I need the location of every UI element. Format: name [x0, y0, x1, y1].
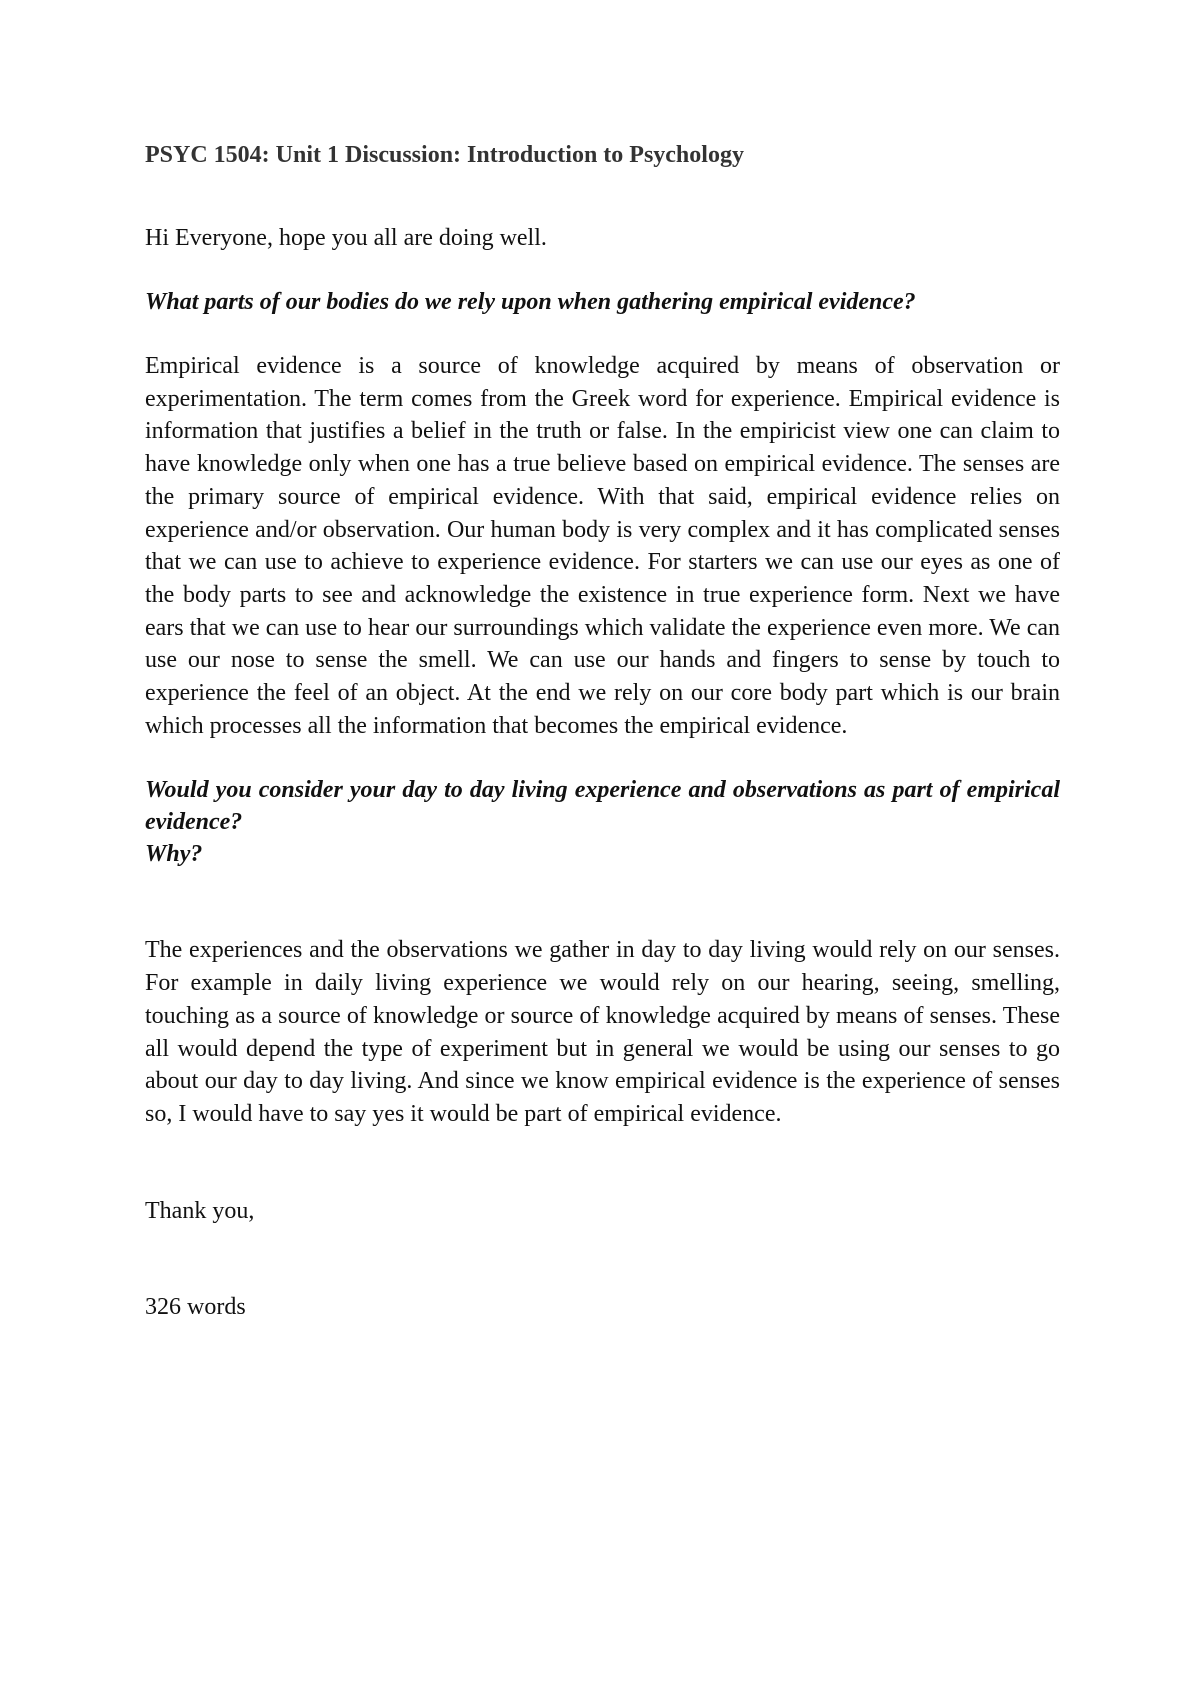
word-count: 326 words — [145, 1293, 246, 1320]
question-2 — [145, 774, 1060, 870]
greeting-text: Hi Everyone, hope you all are doing well. — [145, 225, 547, 251]
document-body — [145, 140, 1060, 1323]
closing-text: Thank you, — [145, 1197, 255, 1224]
question-2-why: Why? — [145, 841, 203, 868]
answer-2: The experiences and the observations we gather in day to day living would rely on our senses. For example in daily living experience we would rely on our hearing, seeing, smelling, touching as a source of knowledge or source of knowledge acquired by means of senses. These all would depend the type of experiment but in general we would be using our senses to go about our day to day living. And since we know empirical evidence is the experience of senses so, I would have to say yes it would be part of empirical evidence. — [145, 937, 1060, 1127]
document-title: PSYC 1504: Unit 1 Discussion: Introduction to Psychology — [145, 142, 744, 168]
question-2-text: Would you consider your day to day living experience and observations as part of empirical evidence? — [145, 777, 1060, 836]
answer-1: Empirical evidence is a source of knowledge acquired by means of observation or experimentation. The term comes from the Greek word for experience. Empirical evidence is information that justifies a belief in the truth or false. In the empiricist view one can claim to have knowledge only when one has a true believe based on empirical evidence. The senses are the primary source of empirical evidence. With that said, empirical evidence relies on experience and/or observation. Our human body is very complex and it has complicated senses that we can use to achieve to experience evidence. For starters we can use our eyes as one of the body parts to see and acknowledge the existence in true experience form. Next we have ears that we can use to hear our surroundings which validate the experience even more. We can use our nose to sense the smell. We can use our hands and fingers to sense by touch to experience the feel of an object. At the end we rely on our core body part which is our brain which processes all the information that becomes the empirical evidence. — [145, 353, 1060, 739]
question-1: What parts of our bodies do we rely upon when gathering empirical evidence? — [145, 289, 916, 315]
